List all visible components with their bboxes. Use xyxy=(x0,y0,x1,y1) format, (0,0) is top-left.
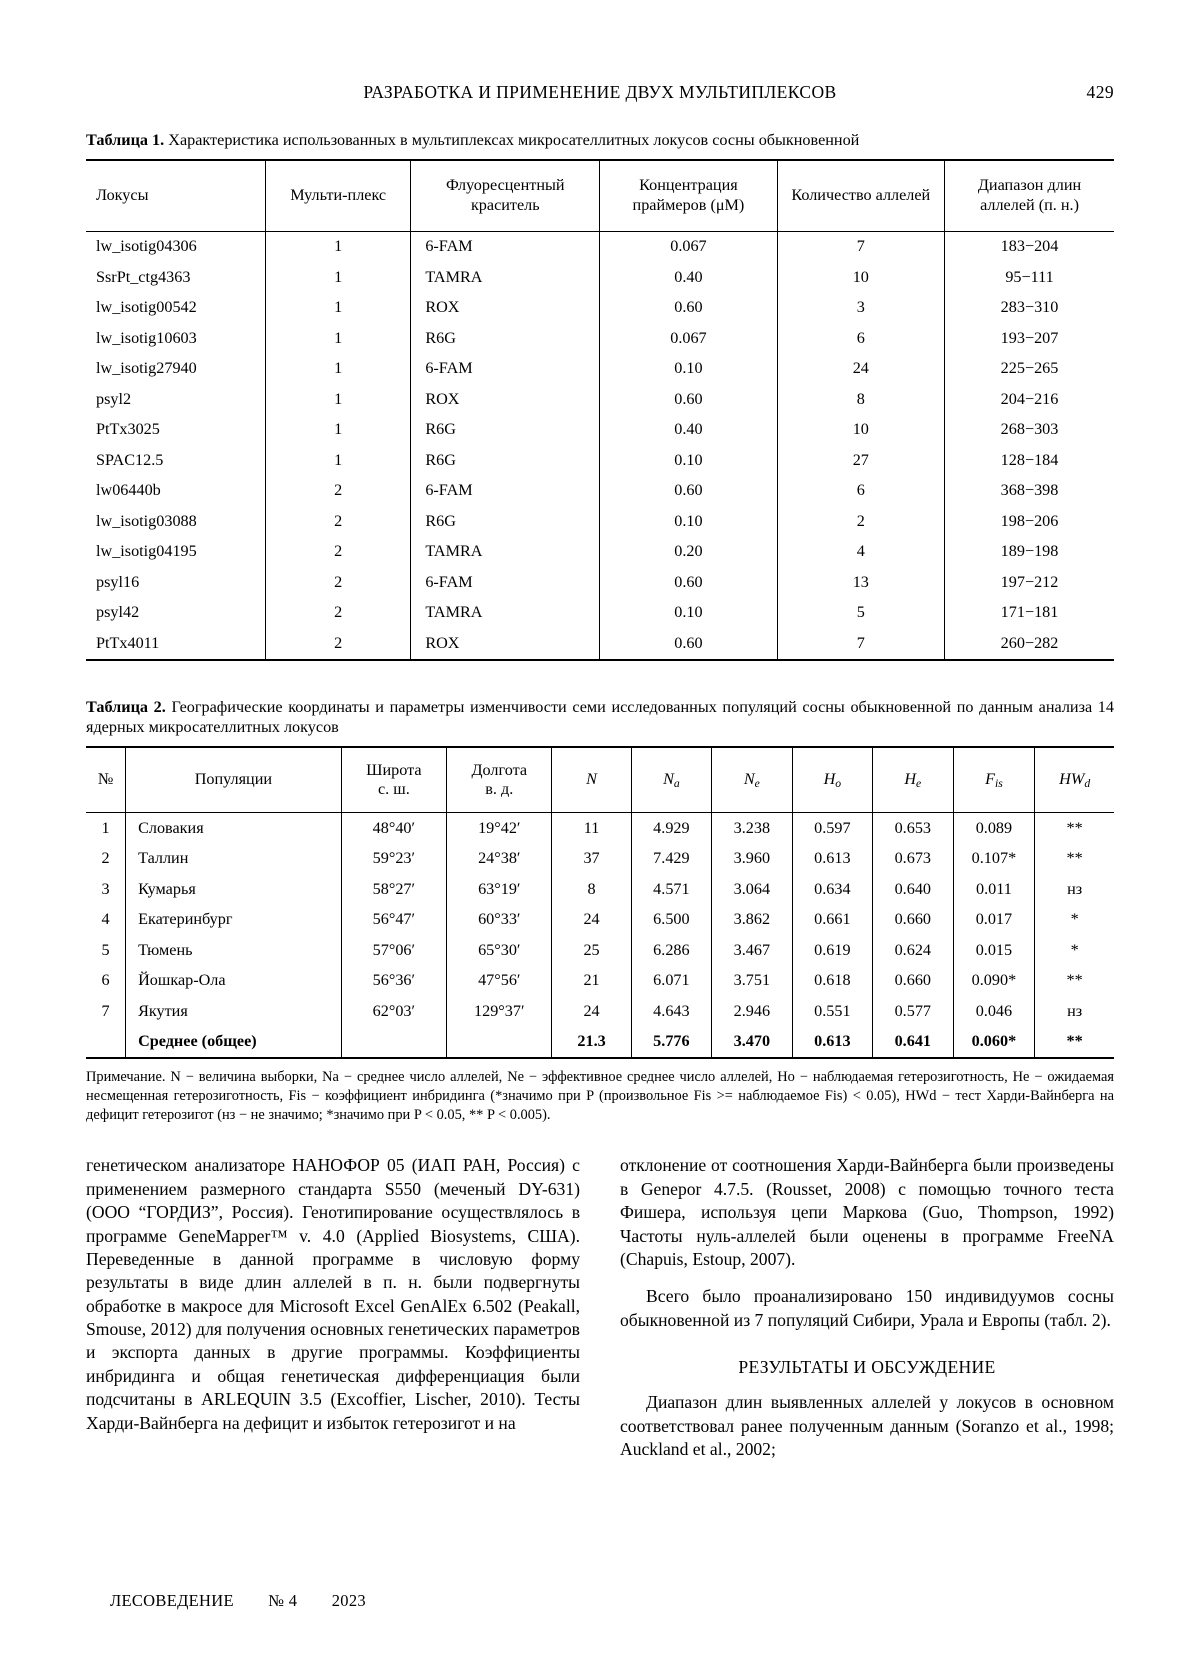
table-locus-characteristics xyxy=(86,159,1114,661)
cell-dye: 6-FAM xyxy=(411,354,600,385)
cell-HWd: ** xyxy=(1035,966,1114,997)
cell-num: 4 xyxy=(86,905,126,936)
cell-locus: PtTx4011 xyxy=(86,628,265,660)
cell-conc: 0.10 xyxy=(600,598,777,629)
table-row xyxy=(86,354,1114,385)
body-columns xyxy=(86,1154,1114,1461)
cell-alleles: 13 xyxy=(777,567,944,598)
cell-longitude: 47°56′ xyxy=(447,966,552,997)
cell-range: 193−207 xyxy=(945,323,1114,354)
cell-HWd: ** xyxy=(1035,1027,1114,1059)
paragraph-right-1: отклонение от соотношения Харди-Вайнберга были произведены в Genepor 4.7.5. (Rousset, 2008) с помощью точного теста Фишера, используя цепи Маркова (Guo, Thompson, 1992) Частоты нуль-аллелей были оценены в программе FreeNA (Chapuis, Estoup, 2007). xyxy=(620,1155,1114,1269)
table-row xyxy=(86,966,1114,997)
cell-Fis: 0.017 xyxy=(953,905,1035,936)
cell-He: 0.641 xyxy=(873,1027,953,1059)
cell-multiplex: 1 xyxy=(265,293,410,324)
cell-Ho: 0.634 xyxy=(792,874,872,905)
cell-average-label: Среднее (общее) xyxy=(126,1027,342,1059)
cell-locus: lw_isotig27940 xyxy=(86,354,265,385)
cell-conc: 0.067 xyxy=(600,231,777,262)
cell-Ho: 0.597 xyxy=(792,813,872,844)
cell-dye: TAMRA xyxy=(411,262,600,293)
cell-He: 0.640 xyxy=(873,874,953,905)
table2-header-Fis: $F_{is}$ xyxy=(953,747,1035,813)
paragraph-right-3: Диапазон длин выявленных аллелей у локусов в основном соответствовал ранее полученным данным (Soranzo et al., 1998; Auckland et al., 2002; xyxy=(620,1392,1114,1460)
cell-conc: 0.10 xyxy=(600,506,777,537)
longitude-line1: Долгота xyxy=(471,760,528,779)
left-column xyxy=(86,1154,580,1461)
cell-locus: SPAC12.5 xyxy=(86,445,265,476)
cell-Ne: 3.470 xyxy=(712,1027,792,1059)
cell-alleles: 7 xyxy=(777,231,944,262)
table2-caption-label: Таблица 2. xyxy=(86,697,166,716)
table-row xyxy=(86,844,1114,875)
cell-dye: R6G xyxy=(411,506,600,537)
cell-locus: lw_isotig04306 xyxy=(86,231,265,262)
cell-Ho: 0.618 xyxy=(792,966,872,997)
cell-population: Кумарья xyxy=(126,874,342,905)
cell-locus: psyl2 xyxy=(86,384,265,415)
cell-HWd: нз xyxy=(1035,874,1114,905)
cell-Fis: 0.089 xyxy=(953,813,1035,844)
cell-range: 128−184 xyxy=(945,445,1114,476)
cell-population: Словакия xyxy=(126,813,342,844)
table-row xyxy=(86,476,1114,507)
table2-header-He: $H_e$ xyxy=(873,747,953,813)
cell-longitude: 24°38′ xyxy=(447,844,552,875)
cell-num: 2 xyxy=(86,844,126,875)
cell-He: 0.624 xyxy=(873,935,953,966)
cell-population: Екатеринбург xyxy=(126,905,342,936)
cell-conc: 0.60 xyxy=(600,567,777,598)
table2-header-Ne: $N_e$ xyxy=(712,747,792,813)
cell-alleles: 10 xyxy=(777,262,944,293)
cell-Ho: 0.613 xyxy=(792,844,872,875)
cell-latitude: 58°27′ xyxy=(341,874,446,905)
cell-locus: PtTx3025 xyxy=(86,415,265,446)
cell-Ne: 3.862 xyxy=(712,905,792,936)
cell-locus: SsrPt_ctg4363 xyxy=(86,262,265,293)
table1-caption-text: Характеристика использованных в мультиплексах микросателлитных локусов сосны обыкновенной xyxy=(168,131,860,149)
table-population-parameters xyxy=(86,746,1114,1059)
cell-range: 189−198 xyxy=(945,537,1114,568)
cell-Fis: 0.090* xyxy=(953,966,1035,997)
table2-header-latitude xyxy=(341,747,446,813)
cell-Ne: 3.467 xyxy=(712,935,792,966)
right-column xyxy=(620,1154,1114,1461)
footer-journal: ЛЕСОВЕДЕНИЕ xyxy=(110,1591,234,1610)
cell-multiplex: 2 xyxy=(265,598,410,629)
table1-caption xyxy=(86,130,1114,151)
cell-dye: 6-FAM xyxy=(411,231,600,262)
cell-Ne: 3.960 xyxy=(712,844,792,875)
table2-header-num: № xyxy=(86,747,126,813)
cell-conc: 0.40 xyxy=(600,415,777,446)
cell-He: 0.653 xyxy=(873,813,953,844)
table-row xyxy=(86,445,1114,476)
table-row xyxy=(86,262,1114,293)
table-row xyxy=(86,874,1114,905)
cell-longitude: 63°19′ xyxy=(447,874,552,905)
table-row xyxy=(86,293,1114,324)
table-row xyxy=(86,384,1114,415)
cell-Fis: 0.015 xyxy=(953,935,1035,966)
cell-dye: R6G xyxy=(411,415,600,446)
cell-Ho: 0.551 xyxy=(792,996,872,1027)
cell-locus: lw_isotig03088 xyxy=(86,506,265,537)
cell-Ne: 3.064 xyxy=(712,874,792,905)
cell-Ne: 2.946 xyxy=(712,996,792,1027)
cell-longitude: 60°33′ xyxy=(447,905,552,936)
cell-locus: psyl16 xyxy=(86,567,265,598)
cell-N: 11 xyxy=(552,813,631,844)
cell-dye: ROX xyxy=(411,384,600,415)
cell-latitude: 59°23′ xyxy=(341,844,446,875)
cell-N: 8 xyxy=(552,874,631,905)
cell-alleles: 24 xyxy=(777,354,944,385)
page-content xyxy=(86,0,1114,1462)
table1-caption-label: Таблица 1. xyxy=(86,131,165,149)
cell-multiplex: 1 xyxy=(265,231,410,262)
cell-conc: 0.067 xyxy=(600,323,777,354)
table-row xyxy=(86,415,1114,446)
cell-dye: R6G xyxy=(411,323,600,354)
cell-alleles: 8 xyxy=(777,384,944,415)
cell-dye: 6-FAM xyxy=(411,476,600,507)
cell-Ne: 3.238 xyxy=(712,813,792,844)
cell-dye: TAMRA xyxy=(411,537,600,568)
table-row xyxy=(86,567,1114,598)
cell-range: 95−111 xyxy=(945,262,1114,293)
paragraph-left-1: генетическом анализаторе НАНОФОР 05 (ИАП РАН, Россия) с применением размерного стандарта S550 (меченый DY-631) (ООО “ГОРДИЗ”, Россия). Генотипирование осуществлялось в программе GeneMapper™ v. 4.0 (Applied Biosystems, США). Переведенные в данной программе в числовую форму результаты в виде длин аллелей в п. н. были подвергнуты обработке в макросе для Microsoft Excel GenAlEx 6.502 (Peakall, Smouse, 2012) для получения основных генетических параметров и экспорта данных в другие программы. Коэффициенты инбридинга и общая генетическая дифференциация были подсчитаны в ARLEQUIN 3.5 (Excoffier, Lischer, 2010). Тесты Харди-Вайнберга на дефицит и избыток гетерозигот и на xyxy=(86,1155,580,1433)
cell-Na: 4.571 xyxy=(631,874,711,905)
cell-Na: 6.500 xyxy=(631,905,711,936)
cell-N: 21.3 xyxy=(552,1027,631,1059)
table2-caption-text: Географические координаты и параметры изменчивости семи исследованных популяций сосны обыкновенной по данным анализа 14 ядерных микросателлитных локусов xyxy=(86,697,1114,737)
cell-multiplex: 1 xyxy=(265,415,410,446)
cell-population: Тюмень xyxy=(126,935,342,966)
cell-multiplex: 2 xyxy=(265,567,410,598)
cell-N: 24 xyxy=(552,996,631,1027)
cell-range: 283−310 xyxy=(945,293,1114,324)
table-row xyxy=(86,935,1114,966)
cell-latitude: 62°03′ xyxy=(341,996,446,1027)
cell-N: 37 xyxy=(552,844,631,875)
table-row xyxy=(86,813,1114,844)
cell-conc: 0.60 xyxy=(600,293,777,324)
cell-conc: 0.60 xyxy=(600,384,777,415)
cell-dye: ROX xyxy=(411,628,600,660)
cell-multiplex: 2 xyxy=(265,628,410,660)
cell-num: 5 xyxy=(86,935,126,966)
table2-caption xyxy=(86,697,1114,738)
cell-latitude: 56°36′ xyxy=(341,966,446,997)
cell-Fis: 0.107* xyxy=(953,844,1035,875)
cell-He: 0.660 xyxy=(873,966,953,997)
latitude-line2: с. ш. xyxy=(377,780,410,799)
cell-alleles: 27 xyxy=(777,445,944,476)
cell-population: Йошкар-Ола xyxy=(126,966,342,997)
table-row xyxy=(86,537,1114,568)
cell-multiplex: 1 xyxy=(265,354,410,385)
table1-header-dye: Флуоресцентный краситель xyxy=(411,160,600,232)
cell-range: 260−282 xyxy=(945,628,1114,660)
cell-conc: 0.40 xyxy=(600,262,777,293)
cell-He: 0.577 xyxy=(873,996,953,1027)
cell-HWd: * xyxy=(1035,935,1114,966)
paragraph-right-2: Всего было проанализировано 150 индивидуумов сосны обыкновенной из 7 популяций Сибири, Урала и Европы (табл. 2). xyxy=(620,1286,1114,1330)
table-row xyxy=(86,231,1114,262)
cell-longitude: 19°42′ xyxy=(447,813,552,844)
cell-num xyxy=(86,1027,126,1059)
cell-dye: R6G xyxy=(411,445,600,476)
cell-Na: 6.286 xyxy=(631,935,711,966)
cell-latitude: 57°06′ xyxy=(341,935,446,966)
cell-range: 171−181 xyxy=(945,598,1114,629)
cell-latitude: 56°47′ xyxy=(341,905,446,936)
cell-multiplex: 1 xyxy=(265,384,410,415)
cell-num: 3 xyxy=(86,874,126,905)
cell-range: 268−303 xyxy=(945,415,1114,446)
table2-header-row xyxy=(86,747,1114,813)
running-head-title: РАЗРАБОТКА И ПРИМЕНЕНИЕ ДВУХ МУЛЬТИПЛЕКСОВ xyxy=(363,82,837,102)
cell-range: 204−216 xyxy=(945,384,1114,415)
cell-He: 0.660 xyxy=(873,905,953,936)
cell-locus: lw_isotig00542 xyxy=(86,293,265,324)
cell-range: 198−206 xyxy=(945,506,1114,537)
cell-Ho: 0.613 xyxy=(792,1027,872,1059)
cell-N: 25 xyxy=(552,935,631,966)
cell-alleles: 5 xyxy=(777,598,944,629)
cell-Fis: 0.046 xyxy=(953,996,1035,1027)
cell-range: 183−204 xyxy=(945,231,1114,262)
cell-locus: lw_isotig10603 xyxy=(86,323,265,354)
running-head xyxy=(86,82,1114,108)
table2-header-HWd: $HW_d$ xyxy=(1035,747,1114,813)
cell-conc: 0.20 xyxy=(600,537,777,568)
table1-header-locus: Локусы xyxy=(86,160,265,232)
cell-population: Якутия xyxy=(126,996,342,1027)
cell-longitude: 65°30′ xyxy=(447,935,552,966)
cell-conc: 0.10 xyxy=(600,354,777,385)
cell-dye: ROX xyxy=(411,293,600,324)
cell-multiplex: 1 xyxy=(265,323,410,354)
cell-alleles: 6 xyxy=(777,323,944,354)
table2-header-Na: $N_a$ xyxy=(631,747,711,813)
cell-alleles: 6 xyxy=(777,476,944,507)
cell-He: 0.673 xyxy=(873,844,953,875)
cell-alleles: 7 xyxy=(777,628,944,660)
cell-N: 24 xyxy=(552,905,631,936)
cell-Na: 4.929 xyxy=(631,813,711,844)
cell-Fis: 0.060* xyxy=(953,1027,1035,1059)
cell-multiplex: 1 xyxy=(265,445,410,476)
cell-multiplex: 2 xyxy=(265,537,410,568)
cell-Fis: 0.011 xyxy=(953,874,1035,905)
table2-note: Примечание. N − величина выборки, Na − среднее число аллелей, Ne − эффективное среднее число аллелей, Ho − наблюдаемая гетерозиготность, He − ожидаемая несмещенная гетерозиготность, Fis − коэффициент инбридинга (*значимо при P (произвольное Fis >= наблюдаемое Fis) < 0.05), HWd − тест Харди-Вайнберга на дефицит гетерозигот (нз − не значимо; *значимо при P < 0.05, ** P < 0.005). xyxy=(86,1069,1114,1123)
cell-dye: TAMRA xyxy=(411,598,600,629)
page-footer xyxy=(110,1591,396,1611)
cell-alleles: 10 xyxy=(777,415,944,446)
table1-header-multiplex: Мульти-плекс xyxy=(265,160,410,232)
table1-header-allele-count: Количество аллелей xyxy=(777,160,944,232)
cell-conc: 0.10 xyxy=(600,445,777,476)
cell-Na: 5.776 xyxy=(631,1027,711,1059)
cell-num: 7 xyxy=(86,996,126,1027)
cell-N: 21 xyxy=(552,966,631,997)
table-row-average xyxy=(86,1027,1114,1059)
cell-Na: 6.071 xyxy=(631,966,711,997)
latitude-line1: Широта xyxy=(366,760,422,779)
table-row xyxy=(86,905,1114,936)
cell-longitude: 129°37′ xyxy=(447,996,552,1027)
cell-multiplex: 1 xyxy=(265,262,410,293)
table-row xyxy=(86,598,1114,629)
cell-range: 225−265 xyxy=(945,354,1114,385)
cell-longitude xyxy=(447,1027,552,1059)
cell-Ho: 0.661 xyxy=(792,905,872,936)
page-number: 429 xyxy=(1086,82,1114,102)
table2-header-Ho: $H_o$ xyxy=(792,747,872,813)
section-heading-results: РЕЗУЛЬТАТЫ И ОБСУЖДЕНИЕ xyxy=(738,1357,996,1378)
table2-header-population-label: Популяции xyxy=(194,770,273,789)
cell-HWd: * xyxy=(1035,905,1114,936)
table1-header-allele-range: Диапазон длин аллелей (п. н.) xyxy=(945,160,1114,232)
cell-locus: lw_isotig04195 xyxy=(86,537,265,568)
cell-alleles: 3 xyxy=(777,293,944,324)
longitude-line2: в. д. xyxy=(485,780,514,799)
cell-range: 368−398 xyxy=(945,476,1114,507)
cell-Ne: 3.751 xyxy=(712,966,792,997)
cell-dye: 6-FAM xyxy=(411,567,600,598)
table1-header-primer-conc: Концентрация праймеров (μM) xyxy=(600,160,777,232)
cell-alleles: 4 xyxy=(777,537,944,568)
table-row xyxy=(86,506,1114,537)
cell-HWd: ** xyxy=(1035,844,1114,875)
cell-Na: 7.429 xyxy=(631,844,711,875)
cell-conc: 0.60 xyxy=(600,476,777,507)
cell-range: 197−212 xyxy=(945,567,1114,598)
cell-HWd: ** xyxy=(1035,813,1114,844)
cell-latitude xyxy=(341,1027,446,1059)
table-row xyxy=(86,628,1114,660)
cell-num: 6 xyxy=(86,966,126,997)
cell-Na: 4.643 xyxy=(631,996,711,1027)
table2-header-longitude xyxy=(447,747,552,813)
cell-multiplex: 2 xyxy=(265,476,410,507)
table2-header-N: N xyxy=(552,747,631,813)
cell-num: 1 xyxy=(86,813,126,844)
footer-issue: № 4 xyxy=(268,1591,298,1610)
cell-latitude: 48°40′ xyxy=(341,813,446,844)
table-row xyxy=(86,323,1114,354)
cell-locus: psyl42 xyxy=(86,598,265,629)
cell-HWd: нз xyxy=(1035,996,1114,1027)
cell-multiplex: 2 xyxy=(265,506,410,537)
cell-conc: 0.60 xyxy=(600,628,777,660)
cell-Ho: 0.619 xyxy=(792,935,872,966)
table-row xyxy=(86,996,1114,1027)
cell-alleles: 2 xyxy=(777,506,944,537)
cell-population: Таллин xyxy=(126,844,342,875)
table1-header-row xyxy=(86,160,1114,232)
table2-header-population xyxy=(126,747,342,813)
footer-year: 2023 xyxy=(331,1591,366,1610)
cell-locus: lw06440b xyxy=(86,476,265,507)
